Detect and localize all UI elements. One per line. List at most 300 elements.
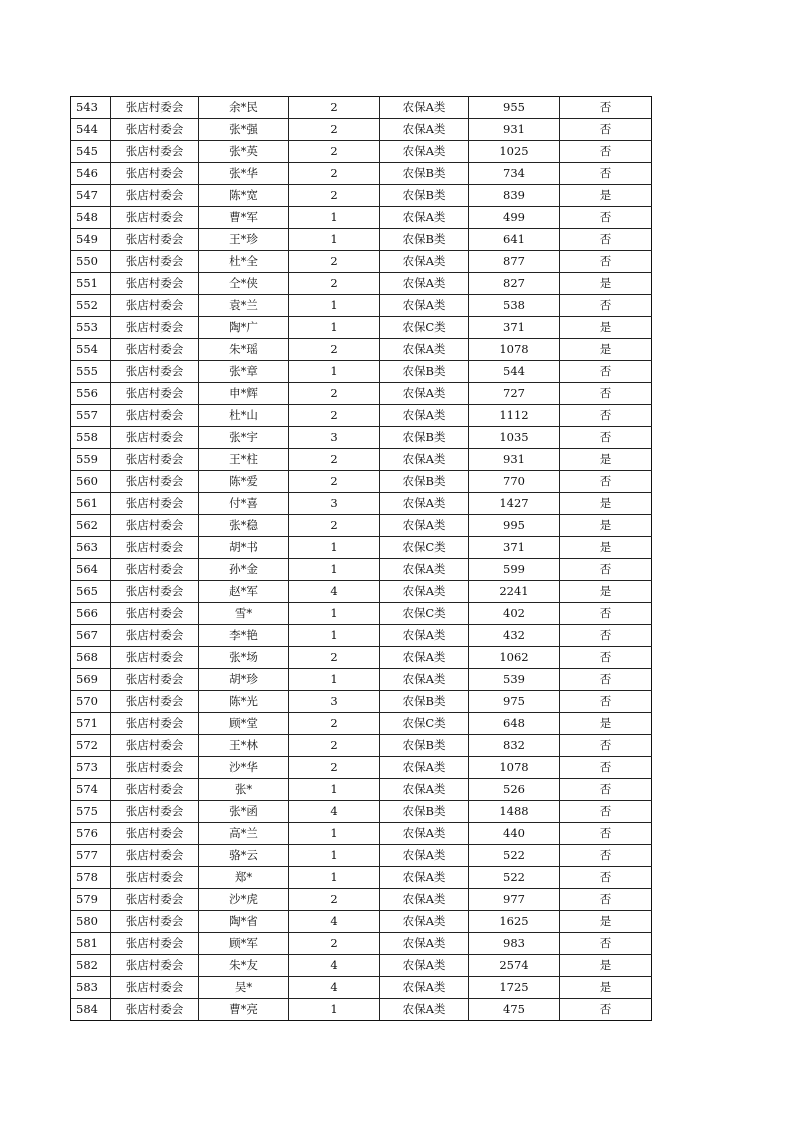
row-number-cell: 569 <box>71 669 111 691</box>
amount-cell: 371 <box>469 317 560 339</box>
amount-cell: 931 <box>469 449 560 471</box>
amount-cell: 977 <box>469 889 560 911</box>
insurance-category-cell: 农保A类 <box>380 823 469 845</box>
table-row <box>71 317 652 339</box>
insurance-category-cell: 农保C类 <box>380 537 469 559</box>
flag-cell: 否 <box>560 999 652 1021</box>
village-committee-cell: 张店村委会 <box>111 273 199 295</box>
row-number-cell: 550 <box>71 251 111 273</box>
insurance-category-cell: 农保A类 <box>380 669 469 691</box>
table-row <box>71 493 652 515</box>
flag-cell: 否 <box>560 559 652 581</box>
table-row <box>71 295 652 317</box>
flag-cell: 否 <box>560 779 652 801</box>
amount-cell: 1427 <box>469 493 560 515</box>
person-name-cell: 顾*军 <box>199 933 289 955</box>
household-count-cell: 1 <box>289 361 380 383</box>
flag-cell: 否 <box>560 603 652 625</box>
flag-cell: 否 <box>560 691 652 713</box>
row-number-cell: 558 <box>71 427 111 449</box>
table-row <box>71 625 652 647</box>
flag-cell: 否 <box>560 383 652 405</box>
table-row <box>71 273 652 295</box>
amount-cell: 1488 <box>469 801 560 823</box>
household-count-cell: 2 <box>289 251 380 273</box>
person-name-cell: 陶*省 <box>199 911 289 933</box>
insurance-category-cell: 农保A类 <box>380 559 469 581</box>
row-number-cell: 557 <box>71 405 111 427</box>
household-count-cell: 1 <box>289 669 380 691</box>
flag-cell: 否 <box>560 295 652 317</box>
amount-cell: 1025 <box>469 141 560 163</box>
household-count-cell: 2 <box>289 515 380 537</box>
table-row <box>71 933 652 955</box>
village-committee-cell: 张店村委会 <box>111 251 199 273</box>
table-row <box>71 449 652 471</box>
amount-cell: 641 <box>469 229 560 251</box>
village-committee-cell: 张店村委会 <box>111 559 199 581</box>
table-row <box>71 801 652 823</box>
person-name-cell: 杜*全 <box>199 251 289 273</box>
person-name-cell: 雪* <box>199 603 289 625</box>
table-row <box>71 713 652 735</box>
flag-cell: 否 <box>560 647 652 669</box>
household-count-cell: 2 <box>289 449 380 471</box>
flag-cell: 否 <box>560 207 652 229</box>
insurance-category-cell: 农保A类 <box>380 339 469 361</box>
village-committee-cell: 张店村委会 <box>111 603 199 625</box>
person-name-cell: 张*强 <box>199 119 289 141</box>
flag-cell: 否 <box>560 119 652 141</box>
insurance-category-cell: 农保A类 <box>380 273 469 295</box>
insurance-category-cell: 农保B类 <box>380 163 469 185</box>
insurance-category-cell: 农保A类 <box>380 647 469 669</box>
row-number-cell: 566 <box>71 603 111 625</box>
amount-cell: 839 <box>469 185 560 207</box>
household-count-cell: 4 <box>289 977 380 999</box>
person-name-cell: 仝*侠 <box>199 273 289 295</box>
amount-cell: 2574 <box>469 955 560 977</box>
village-committee-cell: 张店村委会 <box>111 339 199 361</box>
row-number-cell: 561 <box>71 493 111 515</box>
amount-cell: 599 <box>469 559 560 581</box>
insurance-category-cell: 农保A类 <box>380 449 469 471</box>
row-number-cell: 577 <box>71 845 111 867</box>
row-number-cell: 547 <box>71 185 111 207</box>
roster-table-body <box>71 97 652 1021</box>
table-row <box>71 735 652 757</box>
amount-cell: 499 <box>469 207 560 229</box>
table-row <box>71 339 652 361</box>
village-committee-cell: 张店村委会 <box>111 449 199 471</box>
table-row <box>71 141 652 163</box>
village-committee-cell: 张店村委会 <box>111 361 199 383</box>
flag-cell: 否 <box>560 405 652 427</box>
flag-cell: 是 <box>560 977 652 999</box>
insurance-category-cell: 农保A类 <box>380 933 469 955</box>
household-count-cell: 4 <box>289 955 380 977</box>
insurance-category-cell: 农保A类 <box>380 779 469 801</box>
table-row <box>71 471 652 493</box>
flag-cell: 否 <box>560 163 652 185</box>
flag-cell: 否 <box>560 669 652 691</box>
household-count-cell: 2 <box>289 185 380 207</box>
person-name-cell: 张*华 <box>199 163 289 185</box>
table-row <box>71 383 652 405</box>
amount-cell: 538 <box>469 295 560 317</box>
village-committee-cell: 张店村委会 <box>111 647 199 669</box>
insurance-category-cell: 农保A类 <box>380 889 469 911</box>
household-count-cell: 1 <box>289 295 380 317</box>
flag-cell: 是 <box>560 185 652 207</box>
village-committee-cell: 张店村委会 <box>111 845 199 867</box>
flag-cell: 否 <box>560 251 652 273</box>
insurance-category-cell: 农保B类 <box>380 735 469 757</box>
table-row <box>71 955 652 977</box>
person-name-cell: 朱*瑶 <box>199 339 289 361</box>
table-row <box>71 207 652 229</box>
insurance-category-cell: 农保B类 <box>380 471 469 493</box>
person-name-cell: 吴* <box>199 977 289 999</box>
table-row <box>71 603 652 625</box>
flag-cell: 否 <box>560 801 652 823</box>
flag-cell: 是 <box>560 317 652 339</box>
household-count-cell: 1 <box>289 823 380 845</box>
row-number-cell: 548 <box>71 207 111 229</box>
household-count-cell: 1 <box>289 559 380 581</box>
flag-cell: 是 <box>560 273 652 295</box>
person-name-cell: 付*喜 <box>199 493 289 515</box>
row-number-cell: 578 <box>71 867 111 889</box>
household-count-cell: 4 <box>289 911 380 933</box>
insurance-category-cell: 农保A类 <box>380 493 469 515</box>
person-name-cell: 申*辉 <box>199 383 289 405</box>
household-count-cell: 1 <box>289 603 380 625</box>
insurance-category-cell: 农保A类 <box>380 119 469 141</box>
amount-cell: 2241 <box>469 581 560 603</box>
row-number-cell: 579 <box>71 889 111 911</box>
insurance-category-cell: 农保C类 <box>380 317 469 339</box>
amount-cell: 827 <box>469 273 560 295</box>
table-row <box>71 185 652 207</box>
amount-cell: 995 <box>469 515 560 537</box>
amount-cell: 1062 <box>469 647 560 669</box>
amount-cell: 648 <box>469 713 560 735</box>
amount-cell: 832 <box>469 735 560 757</box>
amount-cell: 734 <box>469 163 560 185</box>
flag-cell: 否 <box>560 141 652 163</box>
row-number-cell: 564 <box>71 559 111 581</box>
flag-cell: 是 <box>560 515 652 537</box>
table-row <box>71 889 652 911</box>
table-row <box>71 361 652 383</box>
household-count-cell: 1 <box>289 867 380 889</box>
person-name-cell: 陈*光 <box>199 691 289 713</box>
row-number-cell: 572 <box>71 735 111 757</box>
village-committee-cell: 张店村委会 <box>111 229 199 251</box>
amount-cell: 1625 <box>469 911 560 933</box>
insurance-category-cell: 农保A类 <box>380 867 469 889</box>
person-name-cell: 王*珍 <box>199 229 289 251</box>
table-row <box>71 559 652 581</box>
person-name-cell: 王*林 <box>199 735 289 757</box>
row-number-cell: 545 <box>71 141 111 163</box>
village-committee-cell: 张店村委会 <box>111 977 199 999</box>
table-row <box>71 911 652 933</box>
row-number-cell: 574 <box>71 779 111 801</box>
village-committee-cell: 张店村委会 <box>111 405 199 427</box>
household-count-cell: 3 <box>289 691 380 713</box>
amount-cell: 983 <box>469 933 560 955</box>
insurance-category-cell: 农保A类 <box>380 141 469 163</box>
flag-cell: 否 <box>560 625 652 647</box>
table-row <box>71 427 652 449</box>
household-count-cell: 1 <box>289 229 380 251</box>
insurance-category-cell: 农保A类 <box>380 405 469 427</box>
person-name-cell: 张*英 <box>199 141 289 163</box>
flag-cell: 是 <box>560 537 652 559</box>
village-committee-cell: 张店村委会 <box>111 669 199 691</box>
amount-cell: 522 <box>469 867 560 889</box>
household-count-cell: 1 <box>289 537 380 559</box>
table-row <box>71 405 652 427</box>
household-count-cell: 1 <box>289 207 380 229</box>
flag-cell: 是 <box>560 581 652 603</box>
person-name-cell: 张*稳 <box>199 515 289 537</box>
row-number-cell: 582 <box>71 955 111 977</box>
row-number-cell: 581 <box>71 933 111 955</box>
person-name-cell: 郑* <box>199 867 289 889</box>
person-name-cell: 张*章 <box>199 361 289 383</box>
village-committee-cell: 张店村委会 <box>111 933 199 955</box>
row-number-cell: 549 <box>71 229 111 251</box>
village-committee-cell: 张店村委会 <box>111 735 199 757</box>
table-row <box>71 779 652 801</box>
person-name-cell: 沙*虎 <box>199 889 289 911</box>
village-committee-cell: 张店村委会 <box>111 471 199 493</box>
flag-cell: 否 <box>560 735 652 757</box>
insurance-category-cell: 农保B类 <box>380 185 469 207</box>
flag-cell: 否 <box>560 757 652 779</box>
flag-cell: 是 <box>560 339 652 361</box>
table-row <box>71 251 652 273</box>
person-name-cell: 沙*华 <box>199 757 289 779</box>
flag-cell: 是 <box>560 911 652 933</box>
amount-cell: 1078 <box>469 339 560 361</box>
insurance-category-cell: 农保A类 <box>380 845 469 867</box>
row-number-cell: 575 <box>71 801 111 823</box>
amount-cell: 877 <box>469 251 560 273</box>
person-name-cell: 曹*亮 <box>199 999 289 1021</box>
flag-cell: 是 <box>560 449 652 471</box>
village-committee-cell: 张店村委会 <box>111 295 199 317</box>
person-name-cell: 张*场 <box>199 647 289 669</box>
household-count-cell: 3 <box>289 493 380 515</box>
table-row <box>71 119 652 141</box>
table-row <box>71 515 652 537</box>
amount-cell: 727 <box>469 383 560 405</box>
amount-cell: 544 <box>469 361 560 383</box>
insurance-category-cell: 农保A类 <box>380 97 469 119</box>
insurance-category-cell: 农保A类 <box>380 757 469 779</box>
person-name-cell: 朱*友 <box>199 955 289 977</box>
household-count-cell: 2 <box>289 383 380 405</box>
village-committee-cell: 张店村委会 <box>111 801 199 823</box>
flag-cell: 否 <box>560 229 652 251</box>
household-count-cell: 2 <box>289 647 380 669</box>
flag-cell: 否 <box>560 845 652 867</box>
household-count-cell: 2 <box>289 713 380 735</box>
household-count-cell: 2 <box>289 141 380 163</box>
household-count-cell: 2 <box>289 933 380 955</box>
table-row <box>71 977 652 999</box>
person-name-cell: 张*函 <box>199 801 289 823</box>
amount-cell: 432 <box>469 625 560 647</box>
person-name-cell: 孙*金 <box>199 559 289 581</box>
village-committee-cell: 张店村委会 <box>111 493 199 515</box>
insurance-category-cell: 农保B类 <box>380 229 469 251</box>
flag-cell: 是 <box>560 493 652 515</box>
insurance-category-cell: 农保C类 <box>380 603 469 625</box>
village-committee-cell: 张店村委会 <box>111 625 199 647</box>
amount-cell: 1725 <box>469 977 560 999</box>
amount-cell: 522 <box>469 845 560 867</box>
row-number-cell: 568 <box>71 647 111 669</box>
village-committee-cell: 张店村委会 <box>111 911 199 933</box>
household-count-cell: 1 <box>289 317 380 339</box>
person-name-cell: 张*宇 <box>199 427 289 449</box>
village-committee-cell: 张店村委会 <box>111 515 199 537</box>
person-name-cell: 顾*堂 <box>199 713 289 735</box>
row-number-cell: 553 <box>71 317 111 339</box>
village-committee-cell: 张店村委会 <box>111 955 199 977</box>
amount-cell: 1035 <box>469 427 560 449</box>
village-committee-cell: 张店村委会 <box>111 581 199 603</box>
household-count-cell: 2 <box>289 119 380 141</box>
person-name-cell: 袁*兰 <box>199 295 289 317</box>
household-count-cell: 2 <box>289 735 380 757</box>
flag-cell: 否 <box>560 97 652 119</box>
household-count-cell: 3 <box>289 427 380 449</box>
roster-table <box>70 96 652 1021</box>
person-name-cell: 张* <box>199 779 289 801</box>
row-number-cell: 573 <box>71 757 111 779</box>
person-name-cell: 陶*广 <box>199 317 289 339</box>
amount-cell: 955 <box>469 97 560 119</box>
village-committee-cell: 张店村委会 <box>111 999 199 1021</box>
row-number-cell: 584 <box>71 999 111 1021</box>
table-row <box>71 163 652 185</box>
row-number-cell: 556 <box>71 383 111 405</box>
row-number-cell: 552 <box>71 295 111 317</box>
village-committee-cell: 张店村委会 <box>111 779 199 801</box>
row-number-cell: 567 <box>71 625 111 647</box>
amount-cell: 539 <box>469 669 560 691</box>
row-number-cell: 551 <box>71 273 111 295</box>
household-count-cell: 2 <box>289 163 380 185</box>
person-name-cell: 赵*军 <box>199 581 289 603</box>
village-committee-cell: 张店村委会 <box>111 713 199 735</box>
household-count-cell: 2 <box>289 97 380 119</box>
insurance-category-cell: 农保B类 <box>380 361 469 383</box>
amount-cell: 975 <box>469 691 560 713</box>
flag-cell: 否 <box>560 867 652 889</box>
row-number-cell: 555 <box>71 361 111 383</box>
table-row <box>71 581 652 603</box>
village-committee-cell: 张店村委会 <box>111 119 199 141</box>
person-name-cell: 王*柱 <box>199 449 289 471</box>
table-row <box>71 867 652 889</box>
village-committee-cell: 张店村委会 <box>111 427 199 449</box>
household-count-cell: 4 <box>289 801 380 823</box>
table-row <box>71 97 652 119</box>
amount-cell: 475 <box>469 999 560 1021</box>
village-committee-cell: 张店村委会 <box>111 207 199 229</box>
amount-cell: 770 <box>469 471 560 493</box>
flag-cell: 否 <box>560 889 652 911</box>
household-count-cell: 1 <box>289 999 380 1021</box>
household-count-cell: 2 <box>289 405 380 427</box>
insurance-category-cell: 农保A类 <box>380 625 469 647</box>
row-number-cell: 576 <box>71 823 111 845</box>
amount-cell: 1078 <box>469 757 560 779</box>
table-row <box>71 537 652 559</box>
village-committee-cell: 张店村委会 <box>111 757 199 779</box>
flag-cell: 是 <box>560 713 652 735</box>
household-count-cell: 1 <box>289 779 380 801</box>
insurance-category-cell: 农保A类 <box>380 955 469 977</box>
person-name-cell: 胡*书 <box>199 537 289 559</box>
table-row <box>71 691 652 713</box>
row-number-cell: 583 <box>71 977 111 999</box>
insurance-category-cell: 农保A类 <box>380 977 469 999</box>
flag-cell: 否 <box>560 471 652 493</box>
insurance-category-cell: 农保B类 <box>380 801 469 823</box>
village-committee-cell: 张店村委会 <box>111 141 199 163</box>
row-number-cell: 560 <box>71 471 111 493</box>
household-count-cell: 1 <box>289 625 380 647</box>
insurance-category-cell: 农保B类 <box>380 691 469 713</box>
table-row <box>71 999 652 1021</box>
household-count-cell: 2 <box>289 339 380 361</box>
row-number-cell: 543 <box>71 97 111 119</box>
household-count-cell: 2 <box>289 889 380 911</box>
insurance-category-cell: 农保A类 <box>380 911 469 933</box>
amount-cell: 526 <box>469 779 560 801</box>
flag-cell: 否 <box>560 361 652 383</box>
insurance-category-cell: 农保A类 <box>380 581 469 603</box>
person-name-cell: 陈*宽 <box>199 185 289 207</box>
row-number-cell: 546 <box>71 163 111 185</box>
household-count-cell: 4 <box>289 581 380 603</box>
household-count-cell: 1 <box>289 845 380 867</box>
person-name-cell: 李*艳 <box>199 625 289 647</box>
insurance-category-cell: 农保A类 <box>380 999 469 1021</box>
village-committee-cell: 张店村委会 <box>111 889 199 911</box>
flag-cell: 否 <box>560 933 652 955</box>
person-name-cell: 胡*珍 <box>199 669 289 691</box>
village-committee-cell: 张店村委会 <box>111 163 199 185</box>
insurance-category-cell: 农保A类 <box>380 515 469 537</box>
flag-cell: 否 <box>560 427 652 449</box>
row-number-cell: 571 <box>71 713 111 735</box>
row-number-cell: 565 <box>71 581 111 603</box>
amount-cell: 402 <box>469 603 560 625</box>
village-committee-cell: 张店村委会 <box>111 185 199 207</box>
table-row <box>71 669 652 691</box>
person-name-cell: 曹*军 <box>199 207 289 229</box>
amount-cell: 1112 <box>469 405 560 427</box>
